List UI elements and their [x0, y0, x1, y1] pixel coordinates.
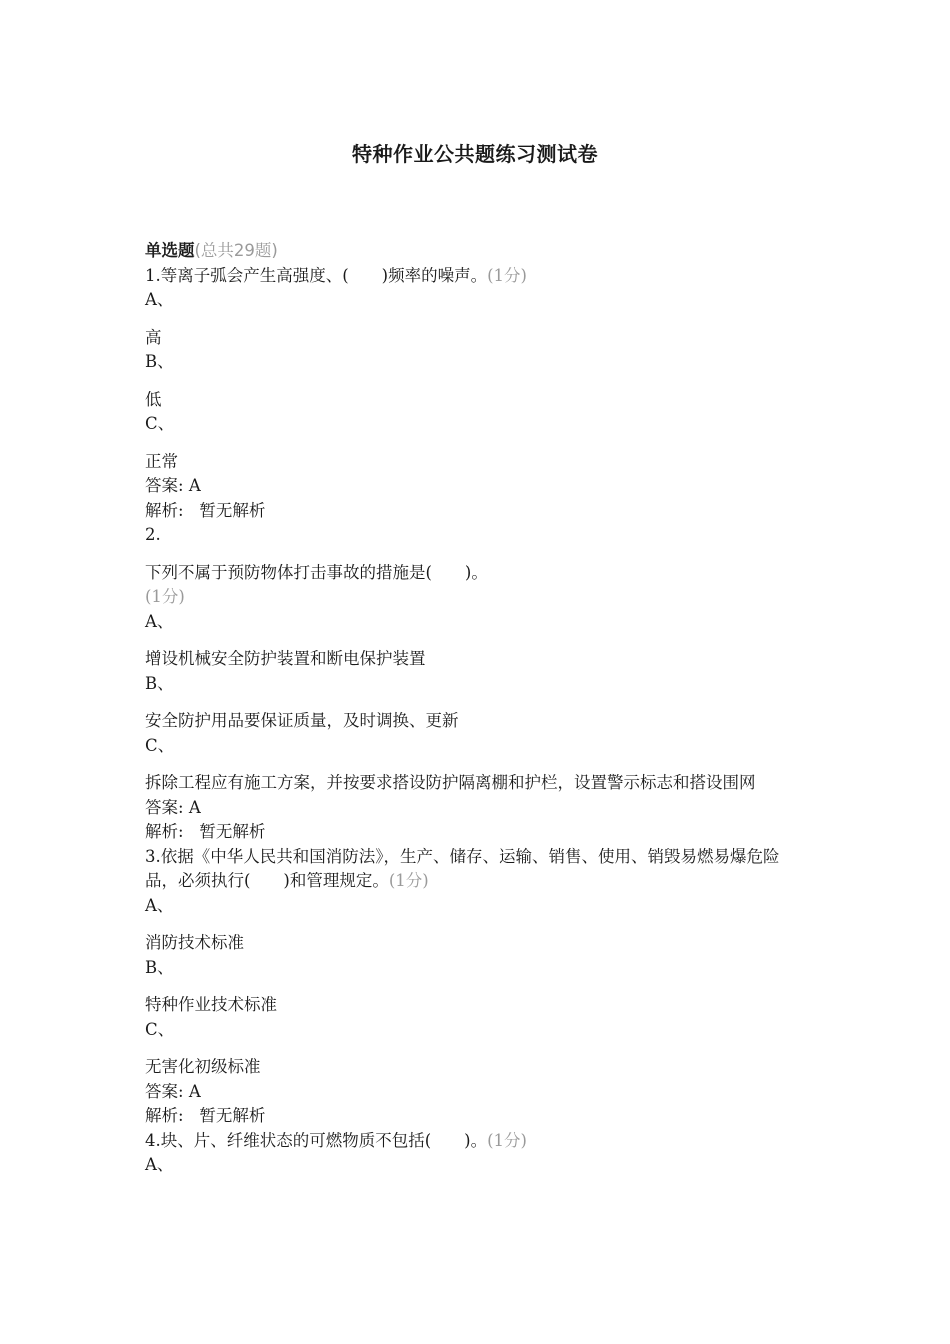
question-text: 4.块、片、纤维状态的可燃物质不包括( )。 — [145, 1130, 488, 1150]
page-title: 特种作业公共题练习测试卷 — [352, 142, 598, 166]
analysis-label: 解析: — [145, 500, 184, 520]
option-text: 安全防护用品要保证质量，及时调换、更新 — [145, 711, 459, 730]
question-number: 2. — [145, 525, 161, 544]
section-count: (总共29题) — [194, 241, 278, 260]
analysis-line — [145, 1104, 805, 1129]
option-text: 拆除工程应有施工方案，并按要求搭设防护隔离棚和护栏，设置警示标志和搭设围网 — [145, 773, 756, 792]
question-text: 3.依据《中华人民共和国消防法》，生产、储存、运输、销售、使用、销毁易燃易爆危险品，必须执行( )和管理规定。 — [145, 846, 780, 890]
option-text: 消防技术标准 — [145, 933, 244, 952]
answer-line — [145, 796, 805, 821]
option-letter: C、 — [145, 1019, 175, 1039]
option-letter: B、 — [145, 352, 174, 371]
analysis-value: 暂无解析 — [199, 822, 266, 841]
option-letter: A、 — [145, 290, 174, 309]
option-letter: A、 — [145, 611, 174, 631]
option-text: 低 — [145, 389, 162, 409]
question-text: 下列不属于预防物体打击事故的措施是( )。 — [145, 562, 488, 582]
option-text: 高 — [145, 327, 162, 347]
option-letter: B、 — [145, 957, 174, 977]
answer-value: A — [188, 1081, 201, 1101]
analysis-value: 暂无解析 — [199, 1106, 266, 1125]
question-list — [145, 239, 805, 1178]
analysis-label: 解析: — [145, 822, 184, 841]
question-stem — [145, 264, 805, 289]
answer-value: A — [188, 476, 201, 495]
answer-label: 答案: — [145, 797, 189, 817]
question-text: 1.等离子弧会产生高强度、( )频率的噪声。 — [145, 265, 488, 285]
option-letter: B、 — [145, 673, 174, 693]
answer-label: 答案: — [145, 476, 189, 495]
option-text: 正常 — [145, 451, 178, 471]
option-text: 特种作业技术标准 — [145, 995, 277, 1014]
option-text: 增设机械安全防护装置和断电保护装置 — [145, 649, 426, 668]
analysis-label: 解析: — [145, 1106, 184, 1125]
analysis-line — [145, 820, 805, 845]
option-letter: A、 — [145, 895, 174, 915]
question-stem — [145, 1129, 805, 1154]
answer-value: A — [188, 797, 201, 817]
question-points: (1分) — [145, 587, 185, 606]
answer-line — [145, 1080, 805, 1105]
section-label: 单选题 — [145, 241, 195, 260]
option-letter: C、 — [145, 414, 175, 433]
option-letter: C、 — [145, 735, 175, 755]
option-text: 无害化初级标准 — [145, 1057, 261, 1076]
section-heading — [145, 239, 805, 264]
answer-label: 答案: — [145, 1081, 189, 1101]
question-points: (1分) — [487, 1130, 527, 1150]
question-stem — [145, 845, 805, 894]
analysis-value: 暂无解析 — [199, 500, 266, 520]
question-points: (1分) — [388, 871, 429, 890]
option-letter: A、 — [145, 1155, 174, 1174]
question-points: (1分) — [487, 265, 527, 285]
answer-line — [145, 474, 805, 499]
analysis-line — [145, 499, 805, 524]
